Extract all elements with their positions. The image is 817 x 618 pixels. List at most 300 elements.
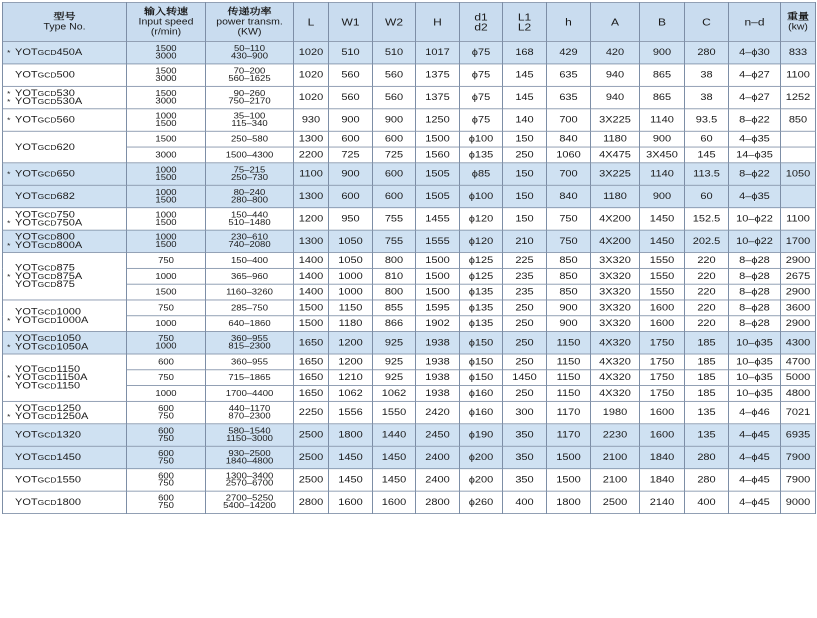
model-star: * xyxy=(7,89,11,98)
power-value: 2700–5250 xyxy=(225,494,274,504)
dim-wt-cell: 2900 xyxy=(781,316,816,332)
dim-L1-cell: 1450 xyxy=(503,370,547,386)
dim-W2-cell: 925 xyxy=(373,370,416,386)
dim-nd-cell: 10–ϕ22 xyxy=(729,208,781,230)
dim-L-cell: 1400 xyxy=(294,284,329,300)
dim-L1-cell: 210 xyxy=(503,230,547,252)
dim-W2-cell: 925 xyxy=(373,354,416,370)
header-weight-unit: (kw) xyxy=(788,21,808,32)
dim-B-cell: 1550 xyxy=(640,253,685,269)
input-speed-value: 600 xyxy=(158,449,174,459)
table-row xyxy=(3,185,816,207)
dim-H-cell: 1595 xyxy=(416,300,460,316)
header-d xyxy=(460,2,503,41)
power-value: 285–750 xyxy=(231,303,268,313)
model-sub: GCD xyxy=(37,453,57,462)
dim-C-cell: 135 xyxy=(685,401,729,423)
dim-C-cell: 135 xyxy=(685,424,729,446)
model-suffix: 1150A xyxy=(56,372,88,383)
dim-B-cell: 2140 xyxy=(640,491,685,513)
dim-h-cell: 850 xyxy=(547,253,591,269)
model-prefix: YOT xyxy=(15,279,38,290)
model-star: * xyxy=(7,342,11,352)
power-cell xyxy=(206,469,294,491)
power-value: 2570–6700 xyxy=(225,479,274,489)
power-value: 815–2300 xyxy=(228,341,271,352)
model-name xyxy=(7,241,126,249)
dim-d-cell: ϕ150 xyxy=(460,332,503,354)
power-cell xyxy=(206,284,294,300)
dim-C-cell: 145 xyxy=(685,147,729,163)
input-speed-value: 1000 xyxy=(155,210,177,220)
model-star: * xyxy=(7,48,11,57)
dim-d-cell: ϕ200 xyxy=(460,446,503,468)
input-speed-value: 600 xyxy=(158,404,174,414)
model-cell xyxy=(3,469,127,491)
power-cell xyxy=(206,446,294,468)
dim-h-cell: 750 xyxy=(547,208,591,230)
dim-nd-cell: 10–ϕ35 xyxy=(729,354,781,370)
table-row xyxy=(3,300,816,316)
dim-d-cell: ϕ135 xyxy=(460,300,503,316)
dim-H-cell: 1500 xyxy=(416,284,460,300)
dim-wt-cell: 833 xyxy=(781,41,816,63)
input-speed-cell xyxy=(127,316,206,332)
header-nd: n–d xyxy=(729,2,781,41)
model-sub: GCD xyxy=(37,334,57,343)
dim-H-cell: 1938 xyxy=(416,354,460,370)
input-speed-cell xyxy=(127,86,206,108)
input-speed-value: 1500 xyxy=(155,134,177,144)
dim-A-cell: 2100 xyxy=(591,446,640,468)
header-speed xyxy=(127,2,206,41)
power-value: 1700–4400 xyxy=(225,388,274,399)
dim-h-cell: 840 xyxy=(547,131,591,147)
dim-W1-cell: 600 xyxy=(329,185,373,207)
power-cell xyxy=(206,147,294,163)
model-cell xyxy=(3,86,127,108)
power-value: 510–1480 xyxy=(228,218,271,228)
power-value: 560–1625 xyxy=(228,74,271,84)
dim-C-cell: 280 xyxy=(685,446,729,468)
model-name xyxy=(7,431,126,439)
dim-B-cell: 1600 xyxy=(640,401,685,423)
dim-W1-cell: 1000 xyxy=(329,284,373,300)
dim-W2-cell: 560 xyxy=(373,86,416,108)
power-value: 80–240 xyxy=(233,188,266,198)
input-speed-value: 600 xyxy=(158,494,174,504)
model-prefix: YOT xyxy=(15,430,38,441)
power-cell xyxy=(206,41,294,63)
power-cell xyxy=(206,386,294,402)
dim-H-cell: 1938 xyxy=(416,370,460,386)
dim-nd-cell: 4–ϕ45 xyxy=(729,469,781,491)
power-value: 365–960 xyxy=(231,271,268,281)
dim-wt-cell: 1050 xyxy=(781,163,816,185)
dim-W1-cell: 1800 xyxy=(329,424,373,446)
input-speed-value: 3000 xyxy=(155,51,177,62)
dim-H-cell: 1505 xyxy=(416,185,460,207)
model-prefix: YOT xyxy=(15,333,38,344)
dim-H-cell: 2800 xyxy=(416,491,460,513)
dim-W1-cell: 560 xyxy=(329,64,373,86)
header-weight xyxy=(781,2,816,41)
dim-nd-cell: 4–ϕ35 xyxy=(729,185,781,207)
dim-L1-cell: 300 xyxy=(503,401,547,423)
dim-wt-cell: 6935 xyxy=(781,424,816,446)
input-speed-value: 1000 xyxy=(155,233,177,243)
power-value: 90–260 xyxy=(233,89,266,99)
dim-H-cell: 1017 xyxy=(416,41,460,63)
input-speed-cell xyxy=(127,268,206,284)
dim-wt-cell: 5000 xyxy=(781,370,816,386)
header-L2: L2 xyxy=(517,21,532,33)
model-sub: GCD xyxy=(37,115,57,125)
dim-C-cell: 38 xyxy=(685,64,729,86)
dim-W1-cell: 1050 xyxy=(329,253,373,269)
dim-d-cell: ϕ135 xyxy=(460,316,503,332)
dim-L1-cell: 250 xyxy=(503,147,547,163)
dim-h-cell: 429 xyxy=(547,41,591,63)
dim-W2-cell: 855 xyxy=(373,300,416,316)
dim-W1-cell: 1556 xyxy=(329,401,373,423)
dim-L1-cell: 145 xyxy=(503,86,547,108)
dim-L1-cell: 250 xyxy=(503,300,547,316)
power-value: 250–580 xyxy=(231,134,268,144)
model-sub: GCD xyxy=(37,404,57,413)
power-value: 1840–4800 xyxy=(225,456,274,466)
power-cell xyxy=(206,64,294,86)
dim-A-cell: 4X320 xyxy=(591,354,640,370)
input-speed-cell xyxy=(127,386,206,402)
dim-L1-cell: 250 xyxy=(503,354,547,370)
model-name xyxy=(7,498,126,506)
dim-d-cell: ϕ160 xyxy=(460,401,503,423)
power-cell xyxy=(206,163,294,185)
input-speed-cell xyxy=(127,446,206,468)
dim-H-cell: 2420 xyxy=(416,401,460,423)
model-star: * xyxy=(7,315,11,325)
dim-B-cell: 1450 xyxy=(640,208,685,230)
model-sub: GCD xyxy=(37,241,57,250)
model-cell xyxy=(3,332,127,354)
input-speed-cell xyxy=(127,401,206,423)
dim-L-cell: 2800 xyxy=(294,491,329,513)
dim-H-cell: 1500 xyxy=(416,268,460,284)
dim-A-cell: 1180 xyxy=(591,185,640,207)
header-L1: L1 xyxy=(517,11,532,23)
model-suffix: 650 xyxy=(56,169,75,180)
model-suffix: 1050 xyxy=(56,333,81,344)
table-row xyxy=(3,131,816,147)
input-speed-cell xyxy=(127,469,206,491)
input-speed-cell xyxy=(127,284,206,300)
dim-W1-cell: 1600 xyxy=(329,491,373,513)
model-cell xyxy=(3,208,127,230)
dim-H-cell: 1375 xyxy=(416,86,460,108)
dim-H-cell: 1455 xyxy=(416,208,460,230)
model-cell xyxy=(3,253,127,300)
dim-d-cell: ϕ100 xyxy=(460,131,503,147)
dim-C-cell: 185 xyxy=(685,386,729,402)
table-row xyxy=(3,354,816,370)
model-sub: GCD xyxy=(37,307,57,316)
model-sub: GCD xyxy=(37,365,57,374)
model-suffix: 1550 xyxy=(56,474,81,485)
dim-A-cell: 940 xyxy=(591,86,640,108)
dim-L1-cell: 235 xyxy=(503,284,547,300)
dim-d-cell: ϕ125 xyxy=(460,253,503,269)
model-suffix: 1800 xyxy=(56,497,81,508)
input-speed-value: 3000 xyxy=(155,96,177,106)
dim-W2-cell: 925 xyxy=(373,332,416,354)
dim-C-cell: 113.5 xyxy=(685,163,729,185)
model-sub: GCD xyxy=(37,315,57,325)
dim-A-cell: 3X225 xyxy=(591,109,640,131)
dim-H-cell: 2400 xyxy=(416,446,460,468)
dim-L1-cell: 250 xyxy=(503,386,547,402)
dim-W2-cell: 725 xyxy=(373,147,416,163)
input-speed-value: 1500 xyxy=(155,173,177,183)
dim-C-cell: 60 xyxy=(685,131,729,147)
dim-d-cell: ϕ120 xyxy=(460,208,503,230)
dim-W1-cell: 1450 xyxy=(329,469,373,491)
dim-nd-cell: 4–ϕ45 xyxy=(729,424,781,446)
dim-L1-cell: 235 xyxy=(503,268,547,284)
dim-L-cell: 1300 xyxy=(294,131,329,147)
dim-A-cell: 4X200 xyxy=(591,230,640,252)
dim-C-cell: 220 xyxy=(685,253,729,269)
dim-W1-cell: 1200 xyxy=(329,332,373,354)
model-name xyxy=(7,98,126,106)
table-row xyxy=(3,446,816,468)
model-star: * xyxy=(7,97,11,106)
power-value: 1500–4300 xyxy=(225,150,274,160)
dim-nd-cell: 8–ϕ28 xyxy=(729,268,781,284)
power-cell xyxy=(206,491,294,513)
dim-L1-cell: 350 xyxy=(503,424,547,446)
input-speed-value: 1500 xyxy=(155,218,177,228)
dim-h-cell: 900 xyxy=(547,300,591,316)
dim-h-cell: 1150 xyxy=(547,370,591,386)
dim-L-cell: 1650 xyxy=(294,332,329,354)
dim-W2-cell: 755 xyxy=(373,208,416,230)
dim-wt-cell: 9000 xyxy=(781,491,816,513)
dim-A-cell: 940 xyxy=(591,64,640,86)
dim-nd-cell: 4–ϕ27 xyxy=(729,86,781,108)
model-star: * xyxy=(7,241,11,250)
model-suffix: 1150 xyxy=(56,381,81,391)
dim-C-cell: 202.5 xyxy=(685,230,729,252)
dim-wt-cell: 4700 xyxy=(781,354,816,370)
header-power-en: power transm. xyxy=(216,16,283,27)
dim-W1-cell: 560 xyxy=(329,86,373,108)
model-suffix: 450A xyxy=(56,47,83,58)
power-value: 930–2500 xyxy=(228,449,271,459)
dim-L1-cell: 150 xyxy=(503,163,547,185)
dim-W1-cell: 1000 xyxy=(329,268,373,284)
dim-h-cell: 850 xyxy=(547,284,591,300)
dim-H-cell: 1938 xyxy=(416,332,460,354)
model-name xyxy=(7,413,126,421)
model-cell xyxy=(3,131,127,163)
dim-W2-cell: 600 xyxy=(373,163,416,185)
model-suffix: 1320 xyxy=(56,430,81,441)
model-prefix: YOT xyxy=(15,306,38,317)
table-row xyxy=(3,86,816,108)
dim-nd-cell: 8–ϕ28 xyxy=(729,284,781,300)
input-speed-value: 750 xyxy=(158,334,174,344)
dim-W2-cell: 1450 xyxy=(373,469,416,491)
model-prefix: YOT xyxy=(15,411,38,422)
dim-W2-cell: 900 xyxy=(373,109,416,131)
dim-A-cell: 3X320 xyxy=(591,253,640,269)
table-row xyxy=(3,469,816,491)
dim-A-cell: 3X320 xyxy=(591,284,640,300)
dim-H-cell: 1375 xyxy=(416,64,460,86)
model-name xyxy=(7,219,126,227)
model-star: * xyxy=(7,218,11,228)
dim-H-cell: 1902 xyxy=(416,316,460,332)
dim-h-cell: 1500 xyxy=(547,469,591,491)
model-sub: GCD xyxy=(37,142,57,152)
model-prefix: YOT xyxy=(15,474,38,485)
dim-B-cell: 900 xyxy=(640,131,685,147)
input-speed-cell xyxy=(127,230,206,252)
header-W2: W2 xyxy=(373,2,416,41)
input-speed-value: 1000 xyxy=(155,188,177,198)
model-prefix: YOT xyxy=(15,70,38,81)
dim-W1-cell: 900 xyxy=(329,163,373,185)
dim-L-cell: 2500 xyxy=(294,446,329,468)
dim-L-cell: 1300 xyxy=(294,230,329,252)
dim-B-cell: 900 xyxy=(640,41,685,63)
dim-wt-cell: 4800 xyxy=(781,386,816,402)
dim-L1-cell: 400 xyxy=(503,491,547,513)
model-sub: GCD xyxy=(37,263,57,273)
model-prefix: YOT xyxy=(15,240,38,251)
input-speed-value: 750 xyxy=(158,255,174,266)
model-suffix: 875A xyxy=(56,271,83,282)
power-cell xyxy=(206,253,294,269)
dim-L1-cell: 150 xyxy=(503,185,547,207)
input-speed-cell xyxy=(127,147,206,163)
dim-C-cell: 152.5 xyxy=(685,208,729,230)
model-sub: GCD xyxy=(37,218,57,228)
dim-B-cell: 1140 xyxy=(640,109,685,131)
dim-L-cell: 1400 xyxy=(294,268,329,284)
dim-L-cell: 2500 xyxy=(294,424,329,446)
input-speed-value: 1000 xyxy=(155,111,177,121)
model-sub: GCD xyxy=(37,210,57,219)
dim-W2-cell: 600 xyxy=(373,131,416,147)
dim-h-cell: 840 xyxy=(547,185,591,207)
model-sub: GCD xyxy=(37,475,57,485)
dim-H-cell: 1250 xyxy=(416,109,460,131)
table-row xyxy=(3,41,816,63)
dim-B-cell: 1550 xyxy=(640,268,685,284)
model-prefix: YOT xyxy=(15,232,38,243)
dim-h-cell: 700 xyxy=(547,109,591,131)
input-speed-value: 750 xyxy=(158,456,174,466)
model-prefix: YOT xyxy=(15,364,38,375)
model-prefix: YOT xyxy=(15,142,38,153)
dim-A-cell: 1180 xyxy=(591,131,640,147)
dim-nd-cell: 4–ϕ46 xyxy=(729,401,781,423)
header-speed-cn: 输入转速 xyxy=(144,6,188,17)
header-power-unit: (KW) xyxy=(237,26,262,37)
header-weight-cn: 重量 xyxy=(787,11,809,22)
dim-nd-cell: 10–ϕ35 xyxy=(729,386,781,402)
dim-wt-cell xyxy=(781,185,816,207)
model-prefix: YOT xyxy=(15,452,38,463)
input-speed-cell xyxy=(127,208,206,230)
dim-h-cell: 850 xyxy=(547,268,591,284)
dim-h-cell: 635 xyxy=(547,64,591,86)
model-name xyxy=(7,316,126,324)
dim-H-cell: 2450 xyxy=(416,424,460,446)
input-speed-value: 1000 xyxy=(155,388,177,399)
model-suffix: 1450 xyxy=(56,452,81,463)
dim-nd-cell: 8–ϕ22 xyxy=(729,109,781,131)
dim-B-cell: 1450 xyxy=(640,230,685,252)
model-suffix: 530A xyxy=(56,96,83,107)
input-speed-cell xyxy=(127,354,206,370)
header-speed-en: Input speed xyxy=(138,16,194,27)
header-d1: d1 xyxy=(474,11,488,23)
header-type-en: Type No. xyxy=(43,21,86,32)
table-row xyxy=(3,230,816,252)
model-sub: GCD xyxy=(37,97,57,106)
dim-d-cell: ϕ100 xyxy=(460,185,503,207)
model-suffix: 750 xyxy=(56,209,75,220)
power-value: 115–340 xyxy=(231,119,268,129)
input-speed-value: 1500 xyxy=(155,44,177,54)
power-cell xyxy=(206,354,294,370)
power-value: 580–1540 xyxy=(228,426,271,436)
dim-wt-cell: 7900 xyxy=(781,469,816,491)
dim-W1-cell: 1150 xyxy=(329,300,373,316)
dim-B-cell: 900 xyxy=(640,185,685,207)
dim-h-cell: 635 xyxy=(547,86,591,108)
model-sub: GCD xyxy=(37,70,57,80)
dim-wt-cell: 2675 xyxy=(781,268,816,284)
dim-W1-cell: 510 xyxy=(329,41,373,63)
model-suffix: 1050A xyxy=(56,341,89,352)
dim-A-cell: 2500 xyxy=(591,491,640,513)
dim-W1-cell: 1050 xyxy=(329,230,373,252)
dim-nd-cell: 8–ϕ28 xyxy=(729,253,781,269)
dim-nd-cell: 4–ϕ45 xyxy=(729,446,781,468)
dim-d-cell: ϕ75 xyxy=(460,64,503,86)
dim-C-cell: 185 xyxy=(685,354,729,370)
dim-nd-cell: 8–ϕ28 xyxy=(729,300,781,316)
model-cell xyxy=(3,163,127,185)
header-h: h xyxy=(547,2,591,41)
dim-L-cell: 1300 xyxy=(294,185,329,207)
model-sub: GCD xyxy=(37,272,57,281)
dim-W1-cell: 725 xyxy=(329,147,373,163)
dim-H-cell: 1505 xyxy=(416,163,460,185)
dim-W1-cell: 600 xyxy=(329,131,373,147)
header-type-cn: 型号 xyxy=(53,11,76,22)
header-power xyxy=(206,2,294,41)
dim-H-cell: 2400 xyxy=(416,469,460,491)
model-suffix: 800 xyxy=(56,232,75,243)
dim-C-cell: 220 xyxy=(685,284,729,300)
dim-A-cell: 4X475 xyxy=(591,147,640,163)
dim-wt-cell xyxy=(781,131,816,147)
